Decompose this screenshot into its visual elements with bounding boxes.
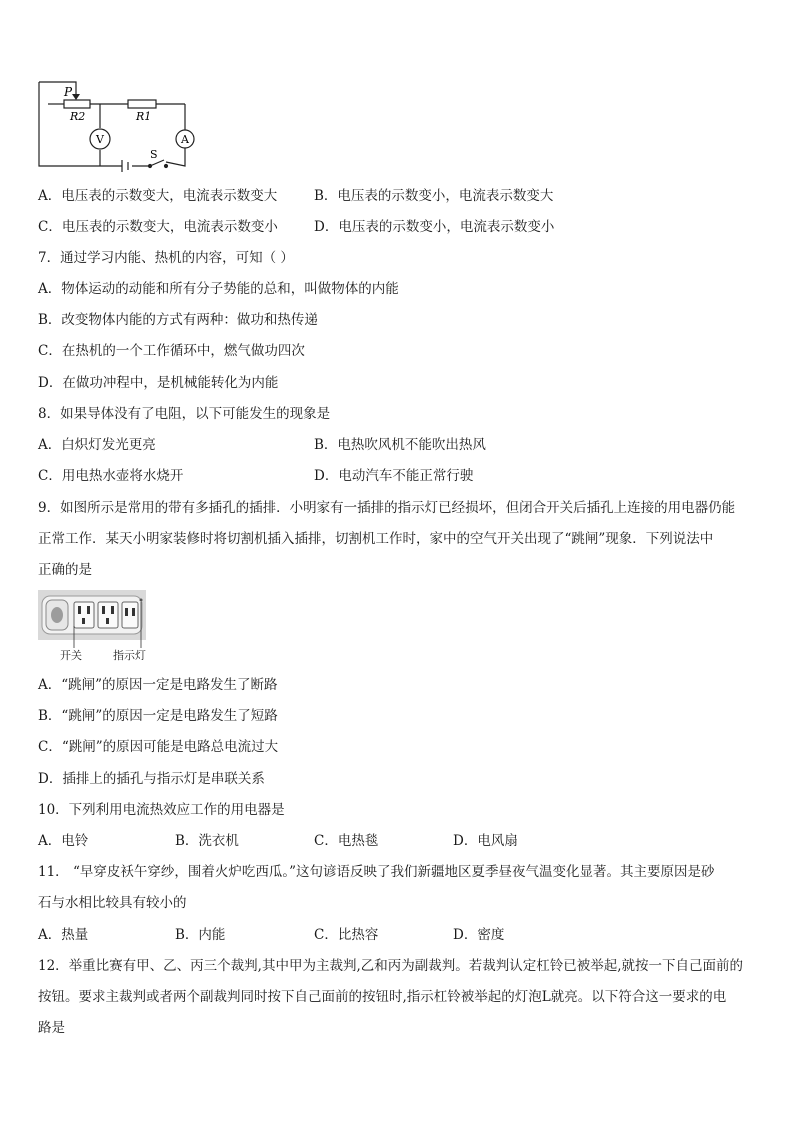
- q9-option-d: D．插排上的插孔与指示灯是串联关系: [38, 771, 265, 787]
- q12-stem-line3: 路是: [38, 1020, 65, 1036]
- q11-option-a: A．热量: [38, 927, 89, 943]
- q7-option-b: B．改变物体内能的方式有两种：做功和热传递: [38, 312, 318, 328]
- q8-option-c: C．用电热水壶将水烧开: [38, 468, 184, 484]
- q9-option-b: B．“跳闸”的原因一定是电路发生了短路: [38, 708, 278, 724]
- label-r1: R1: [136, 110, 152, 123]
- q11-option-c: C．比热容: [314, 927, 379, 943]
- label-p: P: [64, 85, 73, 99]
- q10-option-a: A．电铃: [38, 833, 89, 849]
- switch-label: S: [150, 148, 158, 161]
- q6-option-b: B．电压表的示数变小，电流表示数变大: [314, 188, 554, 204]
- q7-option-d: D．在做功冲程中，是机械能转化为内能: [38, 375, 279, 391]
- caption-indicator-light: 指示灯: [113, 649, 146, 662]
- q8-option-a: A．白炽灯发光更亮: [38, 437, 156, 453]
- q8-stem: 8．如果导体没有了电阻，以下可能发生的现象是: [38, 406, 331, 422]
- q7-stem: 7．通过学习内能、热机的内容，可知（ ）: [38, 250, 294, 266]
- q12-stem-line2: 按钮。要求主裁判或者两个副裁判同时按下自己面前的按钮时,指示杠铃被举起的灯泡L就亮。以下符合这一要求的电: [38, 989, 727, 1005]
- q10-option-d: D．电风扇: [453, 833, 518, 849]
- q11-option-b: B．内能: [175, 927, 226, 943]
- q9-stem-line3: 正确的是: [38, 562, 92, 578]
- q8-option-d: D．电动汽车不能正常行驶: [314, 468, 474, 484]
- q10-option-b: B．洗衣机: [175, 833, 239, 849]
- q9-stem-line2: 正常工作．某天小明家装修时将切割机插入插排，切割机工作时，家中的空气开关出现了“跳闸”现象．下列说法中: [38, 531, 714, 547]
- q6-option-d: D．电压表的示数变小，电流表示数变小: [314, 219, 555, 235]
- q11-stem-line1: 11． “早穿皮袄午穿纱，围着火炉吃西瓜。”这句谚语反映了我们新疆地区夏季昼夜气温变化显著。其主要原因是砂: [38, 864, 715, 880]
- caption-pointers: [38, 590, 158, 654]
- q9-stem-line1: 9．如图所示是常用的带有多插孔的插排．小明家有一插排的指示灯已经损坏，但闭合开关后插孔上连接的用电器仍能: [38, 500, 736, 516]
- q9-option-c: C．“跳闸”的原因可能是电路总电流过大: [38, 739, 279, 755]
- q6-option-c: C．电压表的示数变大，电流表示数变小: [38, 219, 278, 235]
- q10-stem: 10．下列利用电流热效应工作的用电器是: [38, 802, 285, 818]
- circuit-diagram: [30, 78, 210, 174]
- q7-option-c: C．在热机的一个工作循环中，燃气做功四次: [38, 343, 305, 359]
- label-r2: R2: [70, 110, 86, 123]
- q10-option-c: C．电热毯: [314, 833, 379, 849]
- q7-option-a: A．物体运动的动能和所有分子势能的总和，叫做物体的内能: [38, 281, 399, 297]
- q6-option-a: A．电压表的示数变大，电流表示数变大: [38, 188, 278, 204]
- q11-option-d: D．密度: [453, 927, 505, 943]
- q11-stem-line2: 石与水相比较具有较小的: [38, 895, 187, 911]
- ammeter-label: A: [181, 133, 189, 146]
- q12-stem-line1: 12．举重比赛有甲、乙、丙三个裁判,其中甲为主裁判,乙和丙为副裁判。若裁判认定杠铃已被举起,就按一下自己面前的: [38, 958, 744, 974]
- voltmeter-label: V: [96, 133, 104, 146]
- caption-switch: 开关: [60, 649, 82, 662]
- q9-option-a: A．“跳闸”的原因一定是电路发生了断路: [38, 677, 278, 693]
- q8-option-b: B．电热吹风机不能吹出热风: [314, 437, 486, 453]
